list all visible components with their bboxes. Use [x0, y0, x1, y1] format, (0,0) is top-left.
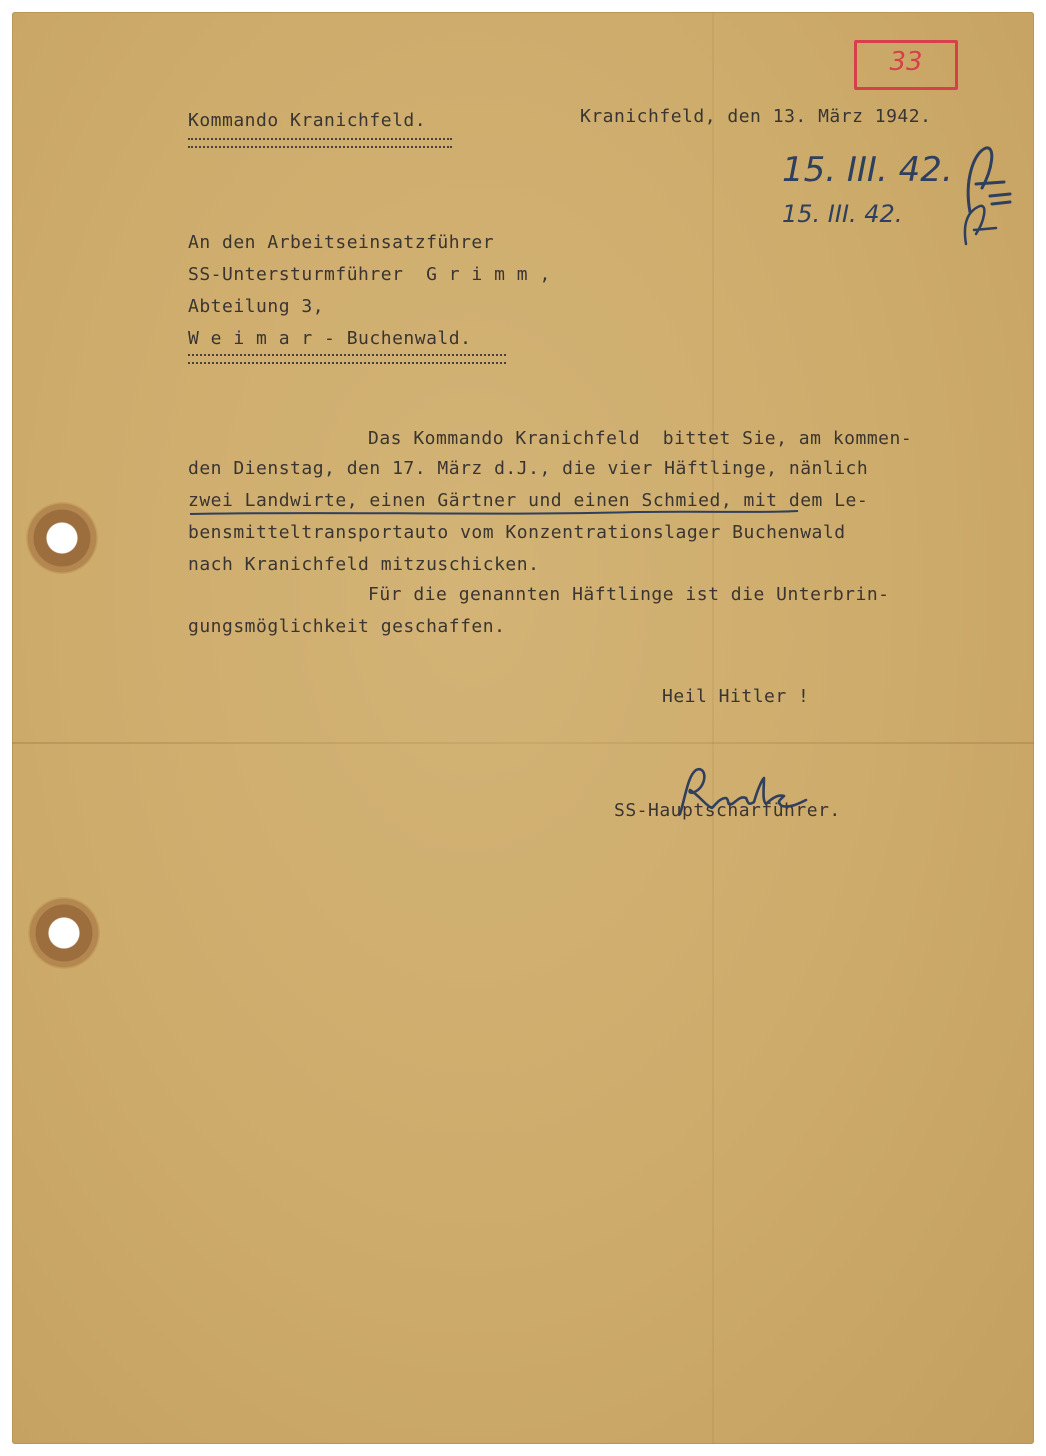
page-number-stamp: [854, 40, 958, 90]
sender-double-underline: [188, 138, 452, 148]
punch-hole-top: [26, 502, 98, 574]
greeting: Heil Hitler !: [662, 686, 810, 707]
place-date: Kranichfeld, den 13. März 1942.: [580, 106, 932, 127]
sender-heading: Kommando Kranichfeld.: [188, 110, 427, 131]
body-line-3: zwei Landwirte, einen Gärtner und einen Schmied, mit dem Le-: [188, 490, 869, 511]
paper-fold-line: [12, 742, 1034, 744]
handwritten-date-2: 15. III. 42.: [782, 200, 903, 228]
stamp-number: 33: [889, 47, 923, 77]
recipient-line-1: An den Arbeitseinsatzführer: [188, 232, 495, 253]
letter-page: [12, 12, 1034, 1444]
recipient-double-underline: [188, 354, 506, 364]
paper-vertical-fold: [712, 12, 714, 1444]
handwritten-signature: [660, 764, 810, 824]
recipient-line-4: W e i m a r - Buchenwald.: [188, 328, 472, 349]
body-line-5: nach Kranichfeld mitzuschicken.: [188, 554, 540, 575]
recipient-line-2: SS-Untersturmführer G r i m m ,: [188, 264, 551, 285]
punch-hole-bottom: [28, 897, 100, 969]
body-line-4: bensmitteltransportauto vom Konzentrationslager Buchenwald: [188, 522, 846, 543]
body-line-6: Für die genannten Häftlinge ist die Unterbrin-: [368, 584, 890, 605]
handwritten-initials: [952, 140, 1022, 250]
body-line-1: Das Kommando Kranichfeld bittet Sie, am kommen-: [368, 428, 913, 449]
body-line-2: den Dienstag, den 17. März d.J., die vier Häftlinge, nänlich: [188, 458, 869, 479]
recipient-line-3: Abteilung 3,: [188, 296, 325, 317]
signature-title: SS-Hauptscharführer.: [614, 800, 841, 821]
handwritten-date-1: 15. III. 42.: [782, 150, 953, 190]
body-line-7: gungsmöglichkeit geschaffen.: [188, 616, 506, 637]
handwritten-underline: [188, 508, 800, 518]
